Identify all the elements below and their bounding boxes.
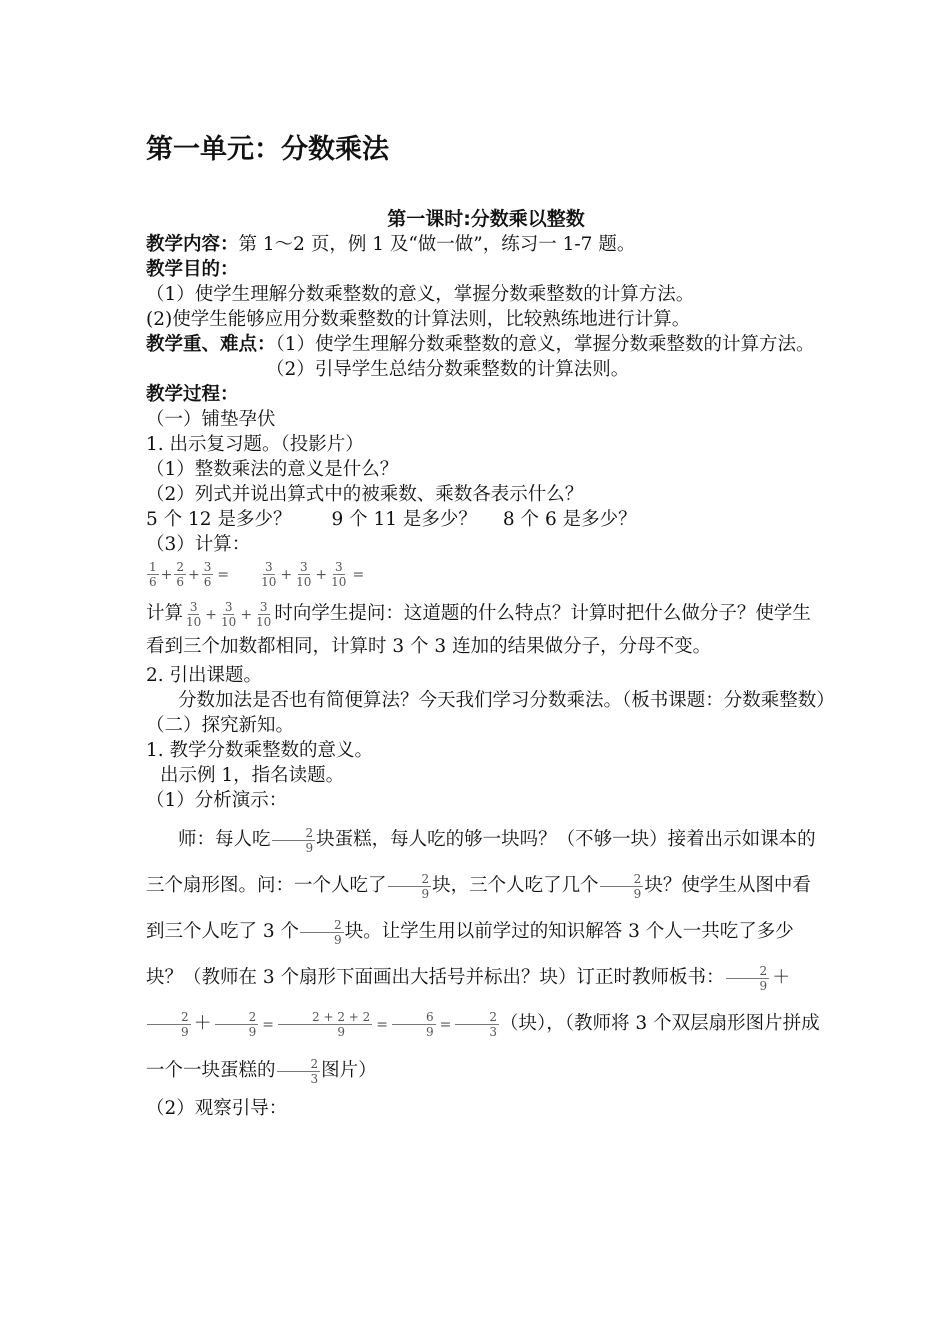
fraction: $\frac{3}{10}$ (331, 559, 347, 589)
question-3: 8 个 6 是多少？ (502, 509, 637, 530)
fraction: $\frac{2 + 2 + 2}{9}$ (278, 1010, 372, 1039)
section-2-heading: （二）探究新知。 (146, 715, 295, 736)
paragraph-topic: 分数加法是否也有简便算法？今天我们学习分数乘法。（板书课题：分数乘整数） (178, 690, 835, 711)
unit-title: 第一单元：分数乘法 (146, 134, 389, 165)
fraction: $\frac{3}{10}$ (261, 559, 277, 589)
teaching-content-label: 教学内容： (146, 234, 239, 255)
fraction: $\frac{3}{10}$ (221, 599, 237, 629)
goal-item-1: （1）使学生理解分数乘整数的意义，掌握分数乘整数的计算方法。 (146, 284, 695, 305)
key-points-text-1: （1）使学生理解分数乘整数的意义，掌握分数乘整数的计算方法。 (275, 334, 815, 355)
key-points-label: 教学重、难点： (146, 334, 276, 355)
fraction: $\frac{3}{10}$ (296, 559, 312, 589)
fraction: $\frac{2}{6}$ (176, 559, 185, 589)
fraction: $\frac{2}{3}$ (455, 1010, 499, 1039)
question-2: 9 个 11 是多少？ (331, 509, 477, 530)
process-line-7: 出示例 1，指名读题。 (160, 765, 345, 786)
question-1: 5 个 12 是多少？ (146, 509, 292, 530)
process-line-6: 1. 教学分数乘整数的意义。 (146, 740, 374, 761)
document-body (146, 130, 835, 1121)
key-points-text-2: （2）引导学生总结分数乘整数的计算法则。 (266, 359, 630, 380)
fraction: $\frac{3}{10}$ (186, 599, 202, 629)
paragraph-demo: 师：每人吃 $\frac{2}{9}$ 块蛋糕，每人吃的够一块吗？（不够一块）接着出示如课本的三个扇形图。问：一个人吃了 $\frac{2}{9}$ 块，三个人吃了几个 $\frac{2}{9}$ 块？使学生从图中看到三个人吃了 3 个 $\frac{2}{9}$ 块。让学生用以前学过的知识解答 3 个人一共吃了多少块？（教师在 3 个扇形下面画出大括号并标出？块）订正时教师板书： $\frac{2}{9}$ ＋ $\frac{2}{9}$ ＋ $\frac{2}{9}$ = $\frac{2 + 2 + 2}{9}$ = $\frac{6}{9}$ = $\frac{2}{3}$ （块），（教师将 3 个双层扇形图片拼成一个一块蛋糕的 $\frac{2}{3}$ 图片） (146, 825, 820, 1086)
teaching-goals-label: 教学目的： (146, 259, 239, 280)
fraction: $\frac{6}{9}$ (392, 1010, 436, 1039)
fraction: $\frac{2}{9}$ (215, 1010, 259, 1039)
fraction: $\frac{1}{6}$ (149, 559, 157, 589)
fraction: $\frac{2}{3}$ (277, 1057, 321, 1086)
fraction: $\frac{2}{9}$ (726, 964, 770, 993)
section-1-heading: （一）铺垫孕伏 (146, 409, 276, 430)
fraction: $\frac{3}{6}$ (203, 559, 212, 589)
paragraph-calc-question: 计算 $\frac{3}{10}$ + $\frac{3}{10}$ + $\frac{3}{10}$ 时向学生提问：这道题的什么特点？计算时把什么做分子？使学生看到三个加数都相同，计算时 3 个 3 连加的结果做分子，分母不变。 (146, 599, 811, 657)
process-line-5: 2. 引出课题。 (146, 665, 263, 686)
process-line-1: 1. 出示复习题。（投影片） (146, 434, 364, 455)
process-line-4: （3）计算： (146, 534, 251, 555)
process-line-2: （1）整数乘法的意义是什么？ (146, 459, 399, 480)
fraction: $\frac{2}{9}$ (272, 826, 316, 855)
review-questions (146, 507, 826, 532)
process-line-8: （1）分析演示： (146, 790, 288, 811)
teaching-content (146, 232, 826, 257)
fraction: $\frac{2}{9}$ (147, 1010, 191, 1039)
goal-item-2: (2)使学生能够应用分数乘整数的计算法则，比较熟练地进行计算。 (146, 309, 691, 330)
process-line-9: （2）观察引导： (146, 1098, 288, 1119)
calc-expressions: $\frac{1}{6}$ + $\frac{2}{6}$ + $\frac{3}{6}$ = $\frac{3}{10}$ + $\frac{3}{10}$ + $\frac{3}{10}$ = (149, 559, 365, 589)
lesson-title: 第一课时:分数乘以整数 (387, 208, 585, 230)
key-points (146, 332, 826, 357)
fraction: $\frac{2}{9}$ (600, 872, 644, 901)
fraction: $\frac{2}{9}$ (300, 918, 344, 947)
process-line-3: （2）列式并说出算式中的被乘数、乘数各表示什么？ (146, 484, 584, 505)
process-label: 教学过程： (146, 384, 239, 405)
fraction: $\frac{3}{10}$ (256, 599, 272, 629)
teaching-content-text: 第 1～2 页，例 1 及“做一做”，练习一 1-7 题。 (238, 234, 636, 255)
fraction: $\frac{2}{9}$ (388, 872, 432, 901)
